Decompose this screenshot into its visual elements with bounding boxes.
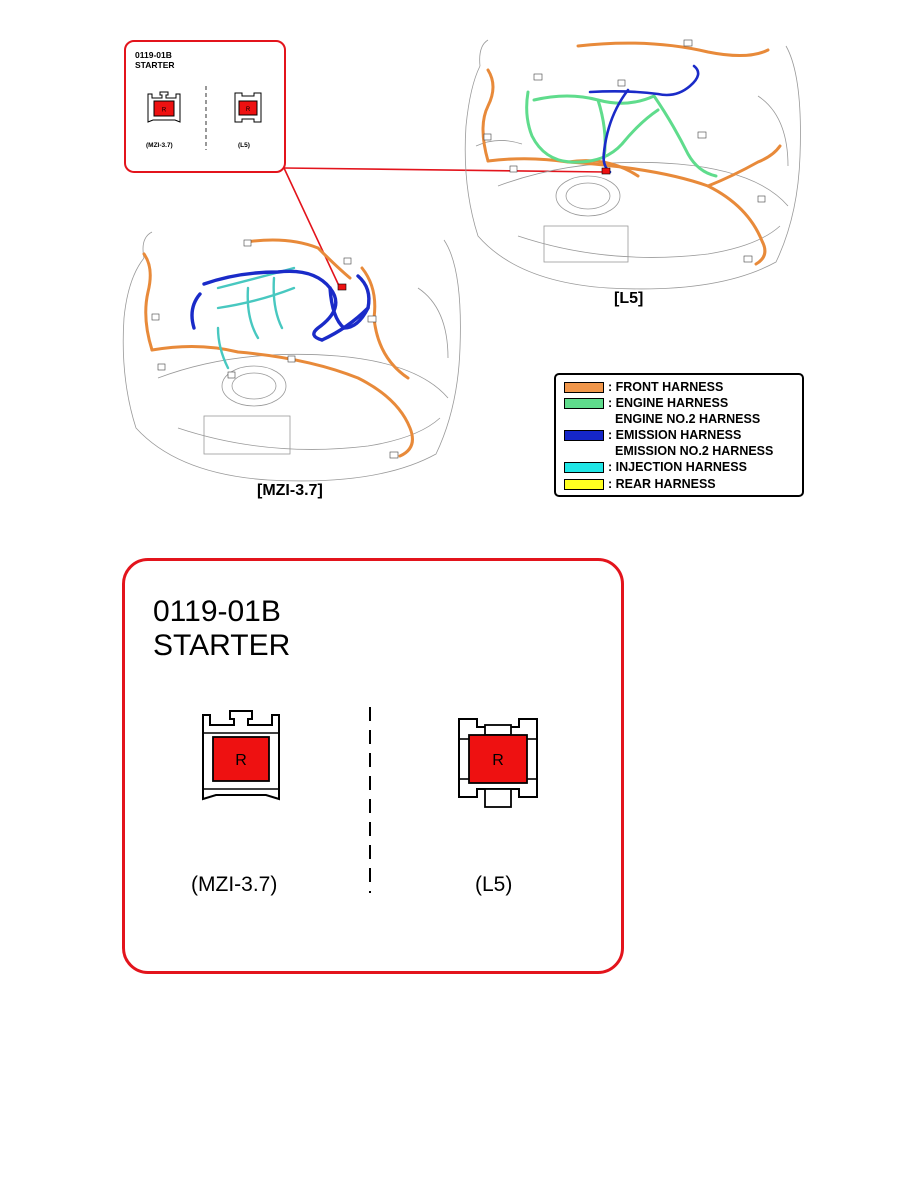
connector-callout-small [124,40,286,173]
connector-face-l5-small [230,90,266,126]
connector-detail-large [122,558,624,974]
variant-label-right-small: (L5) [238,142,250,149]
l5-view-caption: [L5] [614,290,644,307]
connector-face-mzi-small [146,90,182,126]
engine-bay-l5-illustration [458,36,808,298]
variant-label-right: (L5) [475,873,513,896]
legend-item-emission-no2: EMISSION NO.2 HARNESS [615,444,774,458]
divider-small [204,86,208,150]
legend-swatch-injection [564,462,604,473]
variant-label-left: (MZI-3.7) [191,873,278,896]
legend-swatch-engine [564,398,604,409]
legend-item-engine-no2: ENGINE NO.2 HARNESS [615,412,761,426]
legend-swatch-front [564,382,604,393]
harness-legend [554,373,804,497]
connector-title-large [153,595,290,663]
engine-bay-mzi-illustration [118,228,468,490]
connector-face-l5 [455,715,541,811]
legend-item-rear: : REAR HARNESS [564,477,716,491]
connector-title-small [135,50,175,70]
divider-large [368,707,372,893]
pin-r-small-l5: R [245,107,251,113]
connector-name: STARTER [135,60,175,70]
legend-swatch-rear [564,479,604,490]
legend-item-front: : FRONT HARNESS [564,380,723,394]
legend-item-injection: : INJECTION HARNESS [564,460,747,474]
pin-r-small-mzi: R [161,107,167,114]
connector-face-mzi [200,709,282,803]
legend-item-emission: : EMISSION HARNESS [564,428,741,442]
connector-code: 0119-01B [135,50,172,60]
pin-r-l5: R [492,752,504,769]
connector-name-large: STARTER [153,629,291,662]
connector-code-large: 0119-01B [153,595,281,628]
pin-r-mzi: R [235,752,247,769]
variant-label-left-small: (MZI-3.7) [146,142,173,149]
legend-swatch-emission [564,430,604,441]
mzi-view-caption: [MZI-3.7] [257,482,323,499]
legend-item-engine: : ENGINE HARNESS [564,396,728,410]
